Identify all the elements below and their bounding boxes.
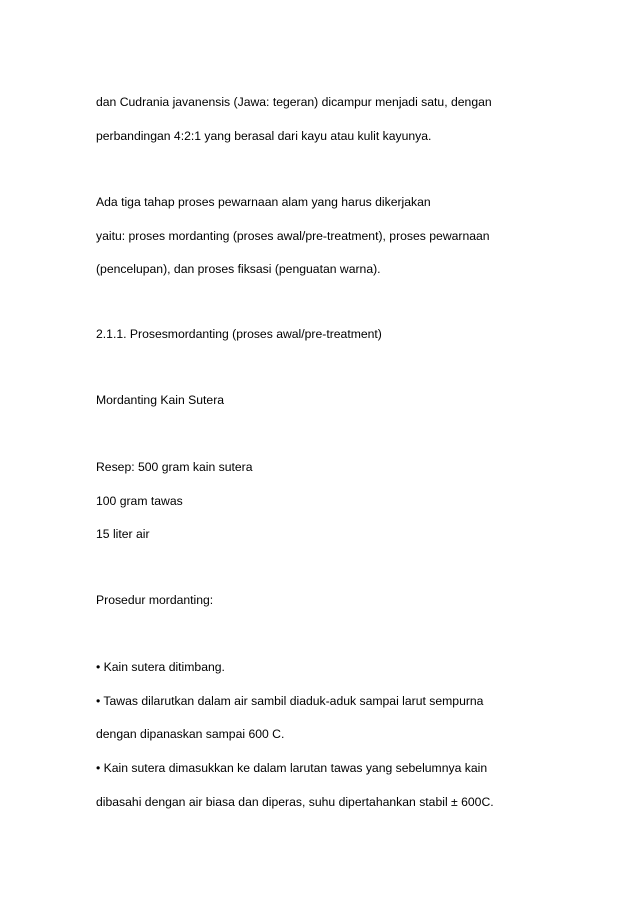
text-line: (pencelupan), dan proses fiksasi (penguatan warna). bbox=[96, 262, 381, 276]
procedure-heading: Prosedur mordanting: bbox=[96, 593, 214, 607]
section-heading: 2.1.1. Prosesmordanting (proses awal/pre-treatment) bbox=[96, 327, 382, 341]
text-line: Ada tiga tahap proses pewarnaan alam yang harus dikerjakan bbox=[96, 195, 431, 209]
list-item: • Kain sutera ditimbang. bbox=[96, 660, 225, 674]
text-line: perbandingan 4:2:1 yang berasal dari kayu atau kulit kayunya. bbox=[96, 129, 432, 143]
text-line: yaitu: proses mordanting (proses awal/pre-treatment), proses pewarnaan bbox=[96, 229, 490, 243]
text-line: dan Cudrania javanensis (Jawa: tegeran) dicampur menjadi satu, dengan bbox=[96, 95, 492, 109]
list-item-continuation: dibasahi dengan air biasa dan diperas, suhu dipertahankan stabil ± 600C. bbox=[96, 795, 494, 809]
recipe-line: 100 gram tawas bbox=[96, 494, 183, 508]
subsection-heading: Mordanting Kain Sutera bbox=[96, 393, 225, 407]
recipe-line: 15 liter air bbox=[96, 527, 150, 541]
list-item-continuation: dengan dipanaskan sampai 600 C. bbox=[96, 727, 285, 741]
recipe-line: Resep: 500 gram kain sutera bbox=[96, 460, 253, 474]
list-item: • Kain sutera dimasukkan ke dalam larutan tawas yang sebelumnya kain bbox=[96, 761, 488, 775]
list-item: • Tawas dilarutkan dalam air sambil diaduk-aduk sampai larut sempurna bbox=[96, 694, 484, 708]
